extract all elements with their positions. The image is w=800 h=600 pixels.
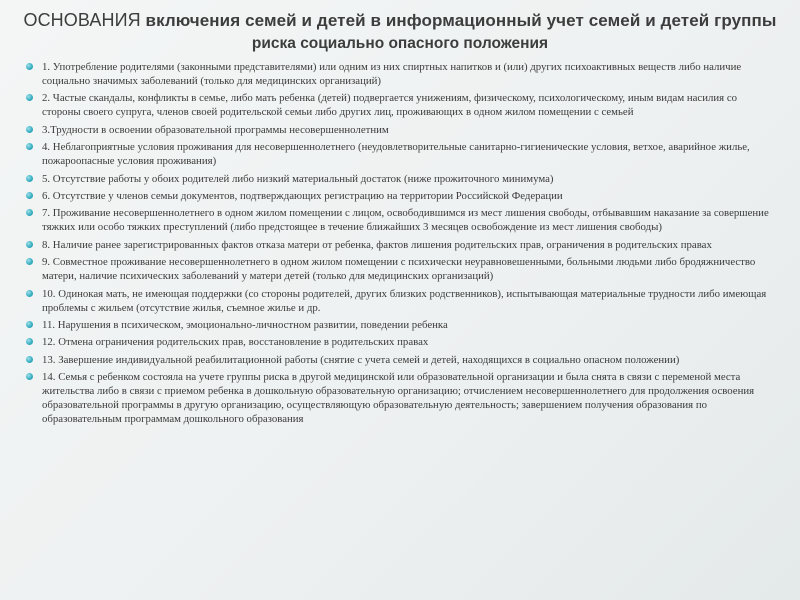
slide-title — [0, 10, 800, 54]
list-item — [26, 60, 778, 88]
bullet-icon — [26, 175, 33, 182]
title-line-1-rest: включения семей и детей в информационный учет семей и детей группы — [140, 11, 777, 30]
bullet-icon — [26, 94, 33, 101]
bullet-icon — [26, 356, 33, 363]
list-item-text: 1. Употребление родителями (законными представителями) или одним из них спиртных напитков и (или) других психоактивных веществ либо наличие социально значимых заболеваний (только для медицинских организаций) — [42, 61, 742, 87]
list-item — [26, 353, 778, 367]
bullet-icon — [26, 192, 33, 199]
bullet-icon — [26, 63, 33, 70]
list-item — [26, 206, 778, 234]
bullet-icon — [26, 290, 33, 297]
list-item — [26, 318, 778, 332]
bullet-icon — [26, 126, 33, 133]
list-item — [26, 238, 778, 252]
list-item — [26, 255, 778, 283]
list-item-text: 9. Совместное проживание несовершеннолетнего в одном жилом помещении с психически неуравновешенными, больными людьми либо бродяжничество матери, наличие психических заболеваний у матери детей (только для медицинских организаций) — [42, 256, 756, 283]
list-item-text: 5. Отсутствие работы у обоих родителей либо низкий материальный достаток (ниже прожиточного минимума) — [42, 172, 554, 185]
bullet-icon — [26, 241, 33, 248]
list-item-text: 6. Отсутствие у членов семьи документов, подтверждающих регистрацию на территории Российской Федерации — [42, 189, 563, 202]
list-item-text: 13. Завершение индивидуальной реабилитационной работы (снятие с учета семей и детей, находящихся в социально опасном положении) — [42, 353, 680, 366]
title-line-2: риска социально опасного положения — [251, 35, 549, 52]
list-item-text: 2. Частые скандалы, конфликты в семье, либо мать ребенка (детей) подвергается унижениям, физическому, психологическому, иным видам насилия со стороны своего супруга, членов своей родительской семьи либо других лиц, проживающих в одном жилом помещении с семьей — [42, 92, 738, 119]
list-item-text: 8. Наличие ранее зарегистрированных фактов отказа матери от ребенка, фактов лишения родительских прав, ограничения в родительских правах — [42, 238, 712, 251]
bullet-icon — [26, 373, 33, 380]
bullet-icon — [26, 338, 33, 345]
list-item-text: 12. Отмена ограничения родительских прав, восстановление в родительских правах — [42, 336, 429, 349]
list-item — [26, 189, 778, 203]
bullet-icon — [26, 209, 33, 216]
title-lead: ОСНОВАНИЯ — [23, 10, 141, 30]
list-item — [26, 140, 778, 168]
bullet-icon — [26, 321, 33, 328]
bullet-icon — [26, 143, 33, 150]
grounds-list — [26, 60, 778, 429]
list-item-text: 11. Нарушения в психическом, эмоционально-личностном развитии, поведении ребенка — [42, 318, 448, 331]
list-item-text: 3.Трудности в освоении образовательной программы несовершеннолетним — [42, 123, 389, 136]
list-item-text: 4. Неблагоприятные условия проживания для несовершеннолетнего (неудовлетворительные санитарно-гигиенические условия, ветхое, аварийное жилье, пожароопасные условия проживания) — [42, 141, 750, 168]
list-item-text: 10. Одинокая мать, не имеющая поддержки (со стороны родителей, других близких родственников), испытывающая материальные трудности либо имеющая проблемы с жильем (отсутствие жилья, съемное жилье и др. — [42, 287, 767, 314]
title-line-1 — [0, 10, 800, 31]
list-item — [26, 370, 778, 426]
list-item-text: 14. Семья с ребенком состояла на учете группы риска в другой медицинской или образовательной организации и была снята в связи с переменой места жительства либо в связи с приемом ребенка в дошкольную образовательную организацию; отчислением несовершеннолетнего для продолжения освоения образовательной программы в другую организацию, осуществляющую образовательную деятельность; завершением получения образования по образовательным программам дошкольного образования — [42, 371, 755, 426]
list-item — [26, 287, 778, 315]
list-item — [26, 91, 778, 119]
bullet-icon — [26, 258, 33, 265]
list-item — [26, 123, 778, 137]
list-item — [26, 335, 778, 349]
list-item — [26, 172, 778, 186]
list-item-text: 7. Проживание несовершеннолетнего в одном жилом помещении с лицом, освободившимся из мест лишения свободы, отбывавшим наказание за совершение тяжких или особо тяжких преступлений (либо предстоящее в течение ближайших 3 месяцев освобождение из мест лишения свободы) — [42, 207, 769, 234]
